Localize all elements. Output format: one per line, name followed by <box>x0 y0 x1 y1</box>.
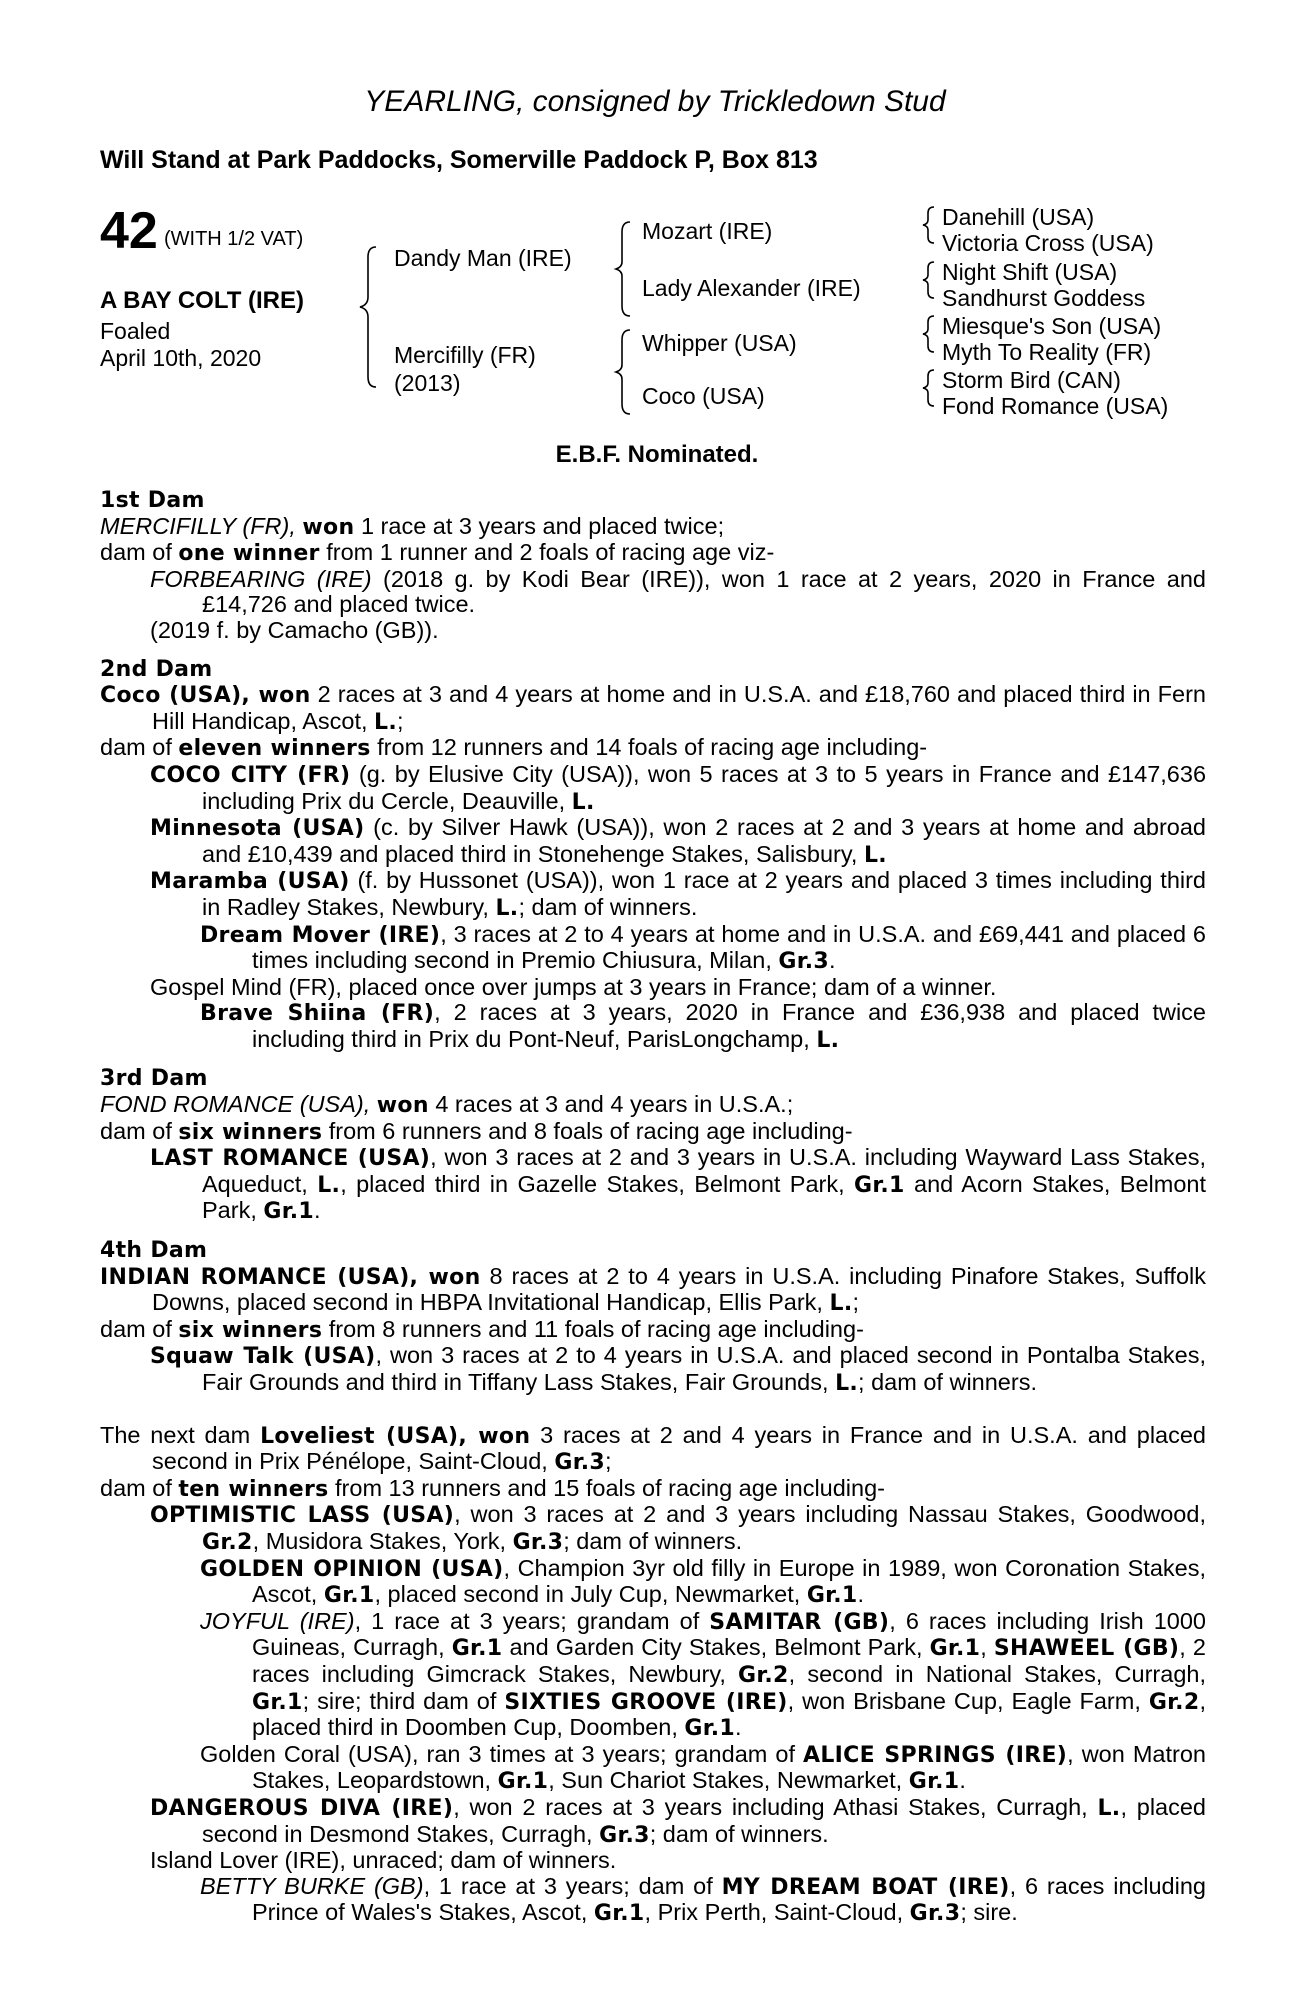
foaled-label: Foaled <box>100 318 171 344</box>
section-heading: 3rd Dam <box>100 1066 208 1092</box>
dam-produce-line: dam of ten winners from 13 runners and 15 foals of racing age including- <box>100 1474 885 1502</box>
produce-entry: Golden Coral (USA), ran 3 times at 3 years; grandam of ALICE SPRINGS (IRE), won Matron Stakes, Leopardstown, Gr.1, Sun Chariot Stakes, Newmarket, Gr.1. <box>200 1740 1206 1795</box>
produce-entry: Minnesota (USA) (c. by Silver Hawk (USA)), won 2 races at 2 and 3 years at home and abroad and £10,439 and placed third in Stonehenge Stakes, Salisbury, L. <box>150 814 1206 868</box>
lot-number: 42 <box>100 202 158 260</box>
pedigree-sdd: Sandhurst Goddess <box>942 285 1146 311</box>
pedigree-dam: Mercifilly (FR) <box>394 342 536 368</box>
foaled-value: April 10th, 2020 <box>100 345 262 371</box>
produce-entry: LAST ROMANCE (USA), won 3 races at 2 and 3 years in U.S.A. including Wayward Lass Stakes, Aqueduct, L., placed third in Gazelle Stakes, Belmont Park, Gr.1 and Acorn Stakes, Belmont Park, Gr.1. <box>150 1144 1207 1225</box>
ebf-nominated: E.B.F. Nominated. <box>555 441 759 468</box>
section-heading: 2nd Dam <box>100 656 213 682</box>
pedigree-dss: Miesque's Son (USA) <box>942 313 1162 339</box>
page-header: YEARLING, consigned by Trickledown Stud <box>364 85 946 118</box>
produce-entry: COCO CITY (FR) (g. by Elusive City (USA)), won 5 races at 3 to 5 years in France and £147,636 including Prix du Cercle, Deauville, L. <box>150 760 1207 815</box>
section-heading: 1st Dam <box>100 488 205 513</box>
dam-produce-line: dam of one winner from 1 runner and 2 foals of racing age viz- <box>100 539 775 567</box>
section-2nd-dam <box>100 657 1206 1054</box>
produce-entry: Maramba (USA) (f. by Hussonet (USA)), won 1 race at 2 years and placed 3 times including third in Radley Stakes, Newbury, L.; dam of winners. <box>150 867 1207 921</box>
dam-produce-line: dam of six winners from 6 runners and 8 foals of racing age including- <box>100 1117 853 1145</box>
dam-entry: MERCIFILLY (FR), won 1 race at 3 years and placed twice; <box>100 512 725 540</box>
pedigree-sire-sire: Mozart (IRE) <box>642 218 773 244</box>
dam-entry: The next dam Loveliest (USA), won 3 races at 2 and 4 years in France and in U.S.A. and placed second in Prix Pénélope, Saint-Cloud, Gr.3; <box>100 1421 1206 1476</box>
pedigree-sire: Dandy Man (IRE) <box>394 245 572 271</box>
pedigree-sire-dam: Lady Alexander (IRE) <box>642 275 861 301</box>
pedigree-sss: Danehill (USA) <box>942 204 1095 230</box>
pedigree-dam-dam: Coco (USA) <box>642 383 765 409</box>
produce-entry: DANGEROUS DIVA (IRE), won 2 races at 3 years including Athasi Stakes, Curragh, L., placed second in Desmond Stakes, Curragh, Gr.3; dam of winners. <box>150 1793 1206 1848</box>
produce-entry: Island Lover (IRE), unraced; dam of winners. <box>150 1847 617 1874</box>
produce-entry: BETTY BURKE (GB), 1 race at 3 years; dam of MY DREAM BOAT (IRE), 6 races including Prince of Wales's Stakes, Ascot, Gr.1, Prix Perth, Saint-Cloud, Gr.3; sire. <box>200 1872 1206 1927</box>
produce-entry: Gospel Mind (FR), placed once over jumps at 3 years in France; dam of a winner. <box>150 973 997 1000</box>
produce-entry: JOYFUL (IRE), 1 race at 3 years; grandam of SAMITAR (GB), 6 races including Irish 1000 Guineas, Curragh, Gr.1 and Garden City Stakes, Belmont Park, Gr.1, SHAWEEL (GB), 2 races including Gimcrack Stakes, Newbury, Gr.2, second in National Stakes, Curragh, Gr.1; sire; third dam of SIXTIES GROOVE (IRE), won Brisbane Cup, Eagle Farm, Gr.2, placed third in Doomben Cup, Doomben, Gr.1. <box>200 1607 1206 1742</box>
dam-entry: Coco (USA), won 2 races at 3 and 4 years at home and in U.S.A. and £18,760 and placed third in Fern Hill Handicap, Ascot, L.; <box>100 681 1206 735</box>
produce-entry: (2019 f. by Camacho (GB)). <box>150 616 439 643</box>
stand-location: Will Stand at Park Paddocks, Somerville Paddock P, Box 813 <box>100 146 818 174</box>
pedigree-sds: Night Shift (USA) <box>942 259 1118 285</box>
produce-entry: Brave Shiina (FR), 2 races at 3 years, 2020 in France and £36,938 and placed twice including third in Prix du Pont-Neuf, ParisLongchamp, L. <box>200 999 1206 1053</box>
section-4th-dam <box>100 1238 1206 1397</box>
section-3rd-dam <box>100 1066 1206 1225</box>
produce-entry: Dream Mover (IRE), 3 races at 2 to 4 years at home and in U.S.A. and £69,441 and placed 6 times including second in Premio Chiusura, Milan, Gr.3. <box>200 920 1206 975</box>
section-next-dam <box>100 1423 1206 1927</box>
dam-produce-line: dam of six winners from 8 runners and 11 foals of racing age including- <box>100 1315 864 1343</box>
section-1st-dam <box>100 488 1206 644</box>
produce-entry: OPTIMISTIC LASS (USA), won 3 races at 2 and 3 years including Nassau Stakes, Goodwood, Gr.2, Musidora Stakes, York, Gr.3; dam of winners. <box>150 1501 1206 1555</box>
pedigree-dsd: Myth To Reality (FR) <box>942 339 1152 365</box>
pedigree-dam-sire: Whipper (USA) <box>642 330 797 356</box>
catalogue-body <box>100 488 1206 1927</box>
produce-entry: Squaw Talk (USA), won 3 races at 2 to 4 years in U.S.A. and placed second in Pontalba Stakes, Fair Grounds and third in Tiffany Lass Stakes, Fair Grounds, L.; dam of winners. <box>150 1342 1207 1396</box>
lot-title: A BAY COLT (IRE) <box>100 287 305 314</box>
dam-entry: INDIAN ROMANCE (USA), won 8 races at 2 to 4 years in U.S.A. including Pinafore Stakes, Suffolk Downs, placed second in HBPA Invitational Handicap, Ellis Park, L.; <box>100 1262 1206 1317</box>
section-heading: 4th Dam <box>100 1238 208 1264</box>
dam-produce-line: dam of eleven winners from 12 runners and 14 foals of racing age including- <box>100 734 928 762</box>
dam-entry: FOND ROMANCE (USA), won 4 races at 3 and 4 years in U.S.A.; <box>100 1091 794 1119</box>
pedigree-dds: Storm Bird (CAN) <box>942 367 1121 393</box>
pedigree-ssd: Victoria Cross (USA) <box>942 230 1154 256</box>
pedigree-ddd: Fond Romance (USA) <box>942 393 1169 419</box>
pedigree-dam-year: (2013) <box>394 370 461 396</box>
produce-entry: GOLDEN OPINION (USA), Champion 3yr old filly in Europe in 1989, won Coronation Stakes, Ascot, Gr.1, placed second in July Cup, Newmarket, Gr.1. <box>200 1554 1206 1609</box>
vat-note: (WITH 1/2 VAT) <box>164 228 304 250</box>
produce-entry: FORBEARING (IRE) (2018 g. by Kodi Bear (IRE)), won 1 race at 2 years, 2020 in France and £14,726 and placed twice. <box>150 565 1206 618</box>
